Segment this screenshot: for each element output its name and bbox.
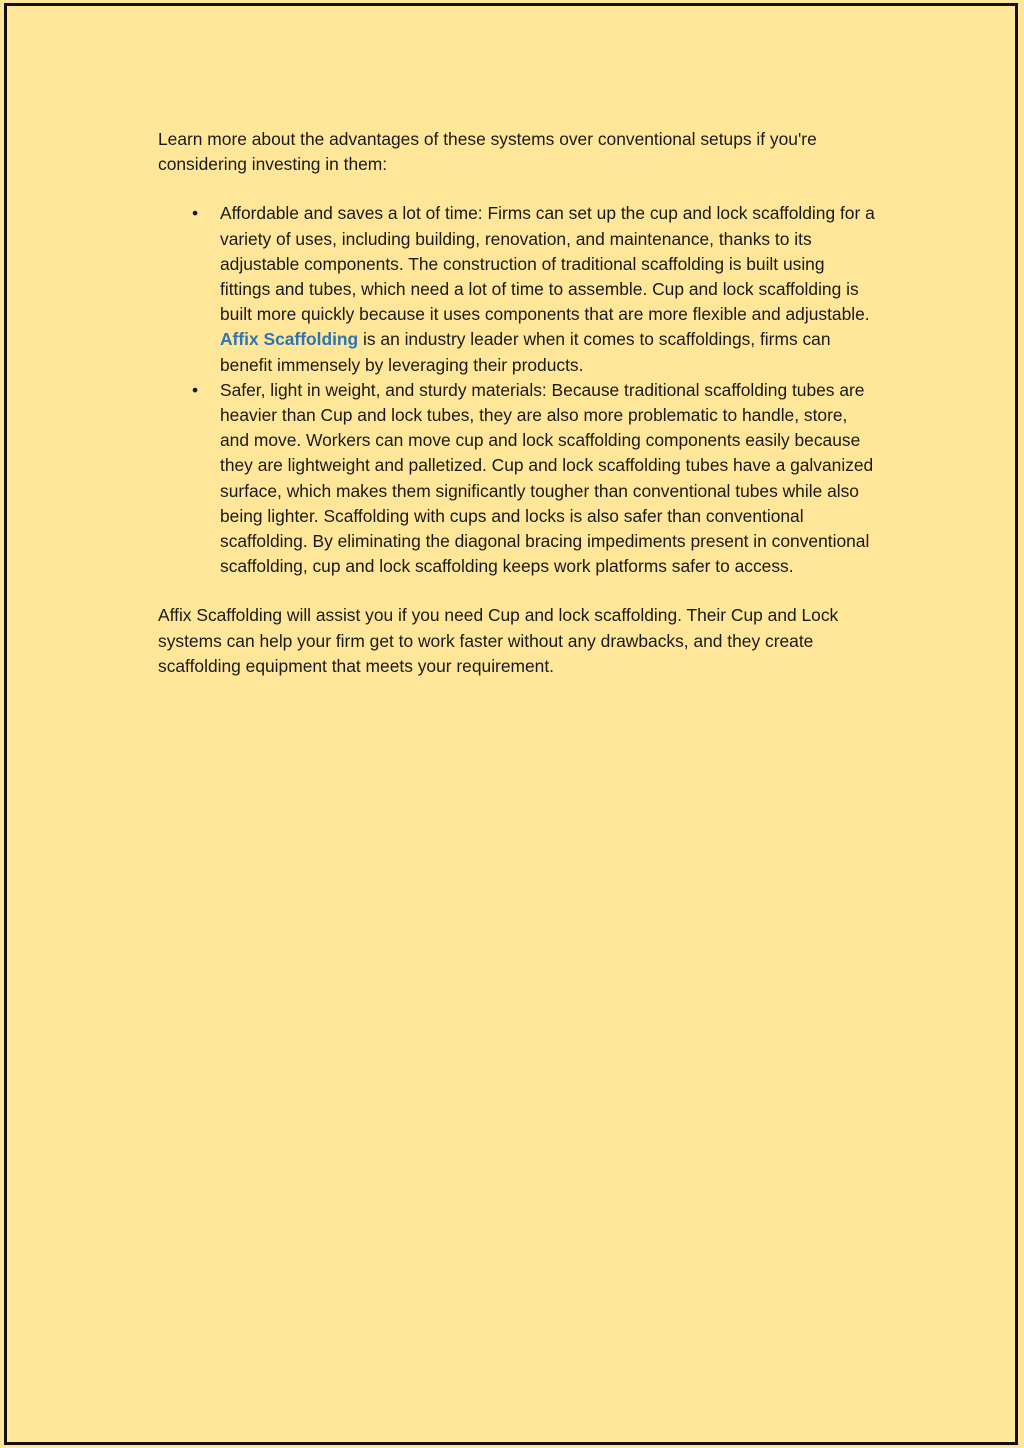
closing-paragraph: Affix Scaffolding will assist you if you need Cup and lock scaffolding. Their Cup and Lock systems can help your firm get to work faster without any drawbacks, and they create scaffolding equipment that meets your requirement. [158,605,839,676]
document-body [158,127,878,679]
bullet-text: Safer, light in weight, and sturdy materials: Because traditional scaffolding tubes are heavier than Cup and lock tubes, they are also more problematic to handle, store, and move. Workers can move cup and lock scaffolding components easily because they are lightweight and palletized. Cup and lock scaffolding tubes have a galvanized surface, which makes them significantly tougher than conventional tubes while also being lighter. Scaffolding with cups and locks is also safer than conventional scaffolding. By eliminating the diagonal bracing impediments present in conventional scaffolding, cup and lock scaffolding keeps work platforms safer to access. [220,379,874,577]
list-item-affordable [158,201,878,377]
list-item-safer [158,378,878,580]
advantages-list [158,201,878,579]
intro-paragraph: Learn more about the advantages of these systems over conventional setups if you're considering investing in them: [158,129,817,175]
bullet-text-before-link: Affordable and saves a lot of time: Firms can set up the cup and lock scaffolding for a variety of uses, including building, renovation, and maintenance, thanks to its adjustable components. The construction of traditional scaffolding is built using fittings and tubes, which need a lot of time to assemble. Cup and lock scaffolding is built more quickly because it uses components that are more flexible and adjustable. [220,203,875,325]
bullet-text-after-link: is an industry leader when it comes to scaffoldings, firms can benefit immensely by leveraging their products. [220,329,831,375]
bullet-icon: • [191,379,199,400]
bullet-icon: • [191,203,199,224]
affix-scaffolding-link[interactable]: Affix Scaffolding [220,329,359,350]
page-frame [4,3,1018,1445]
